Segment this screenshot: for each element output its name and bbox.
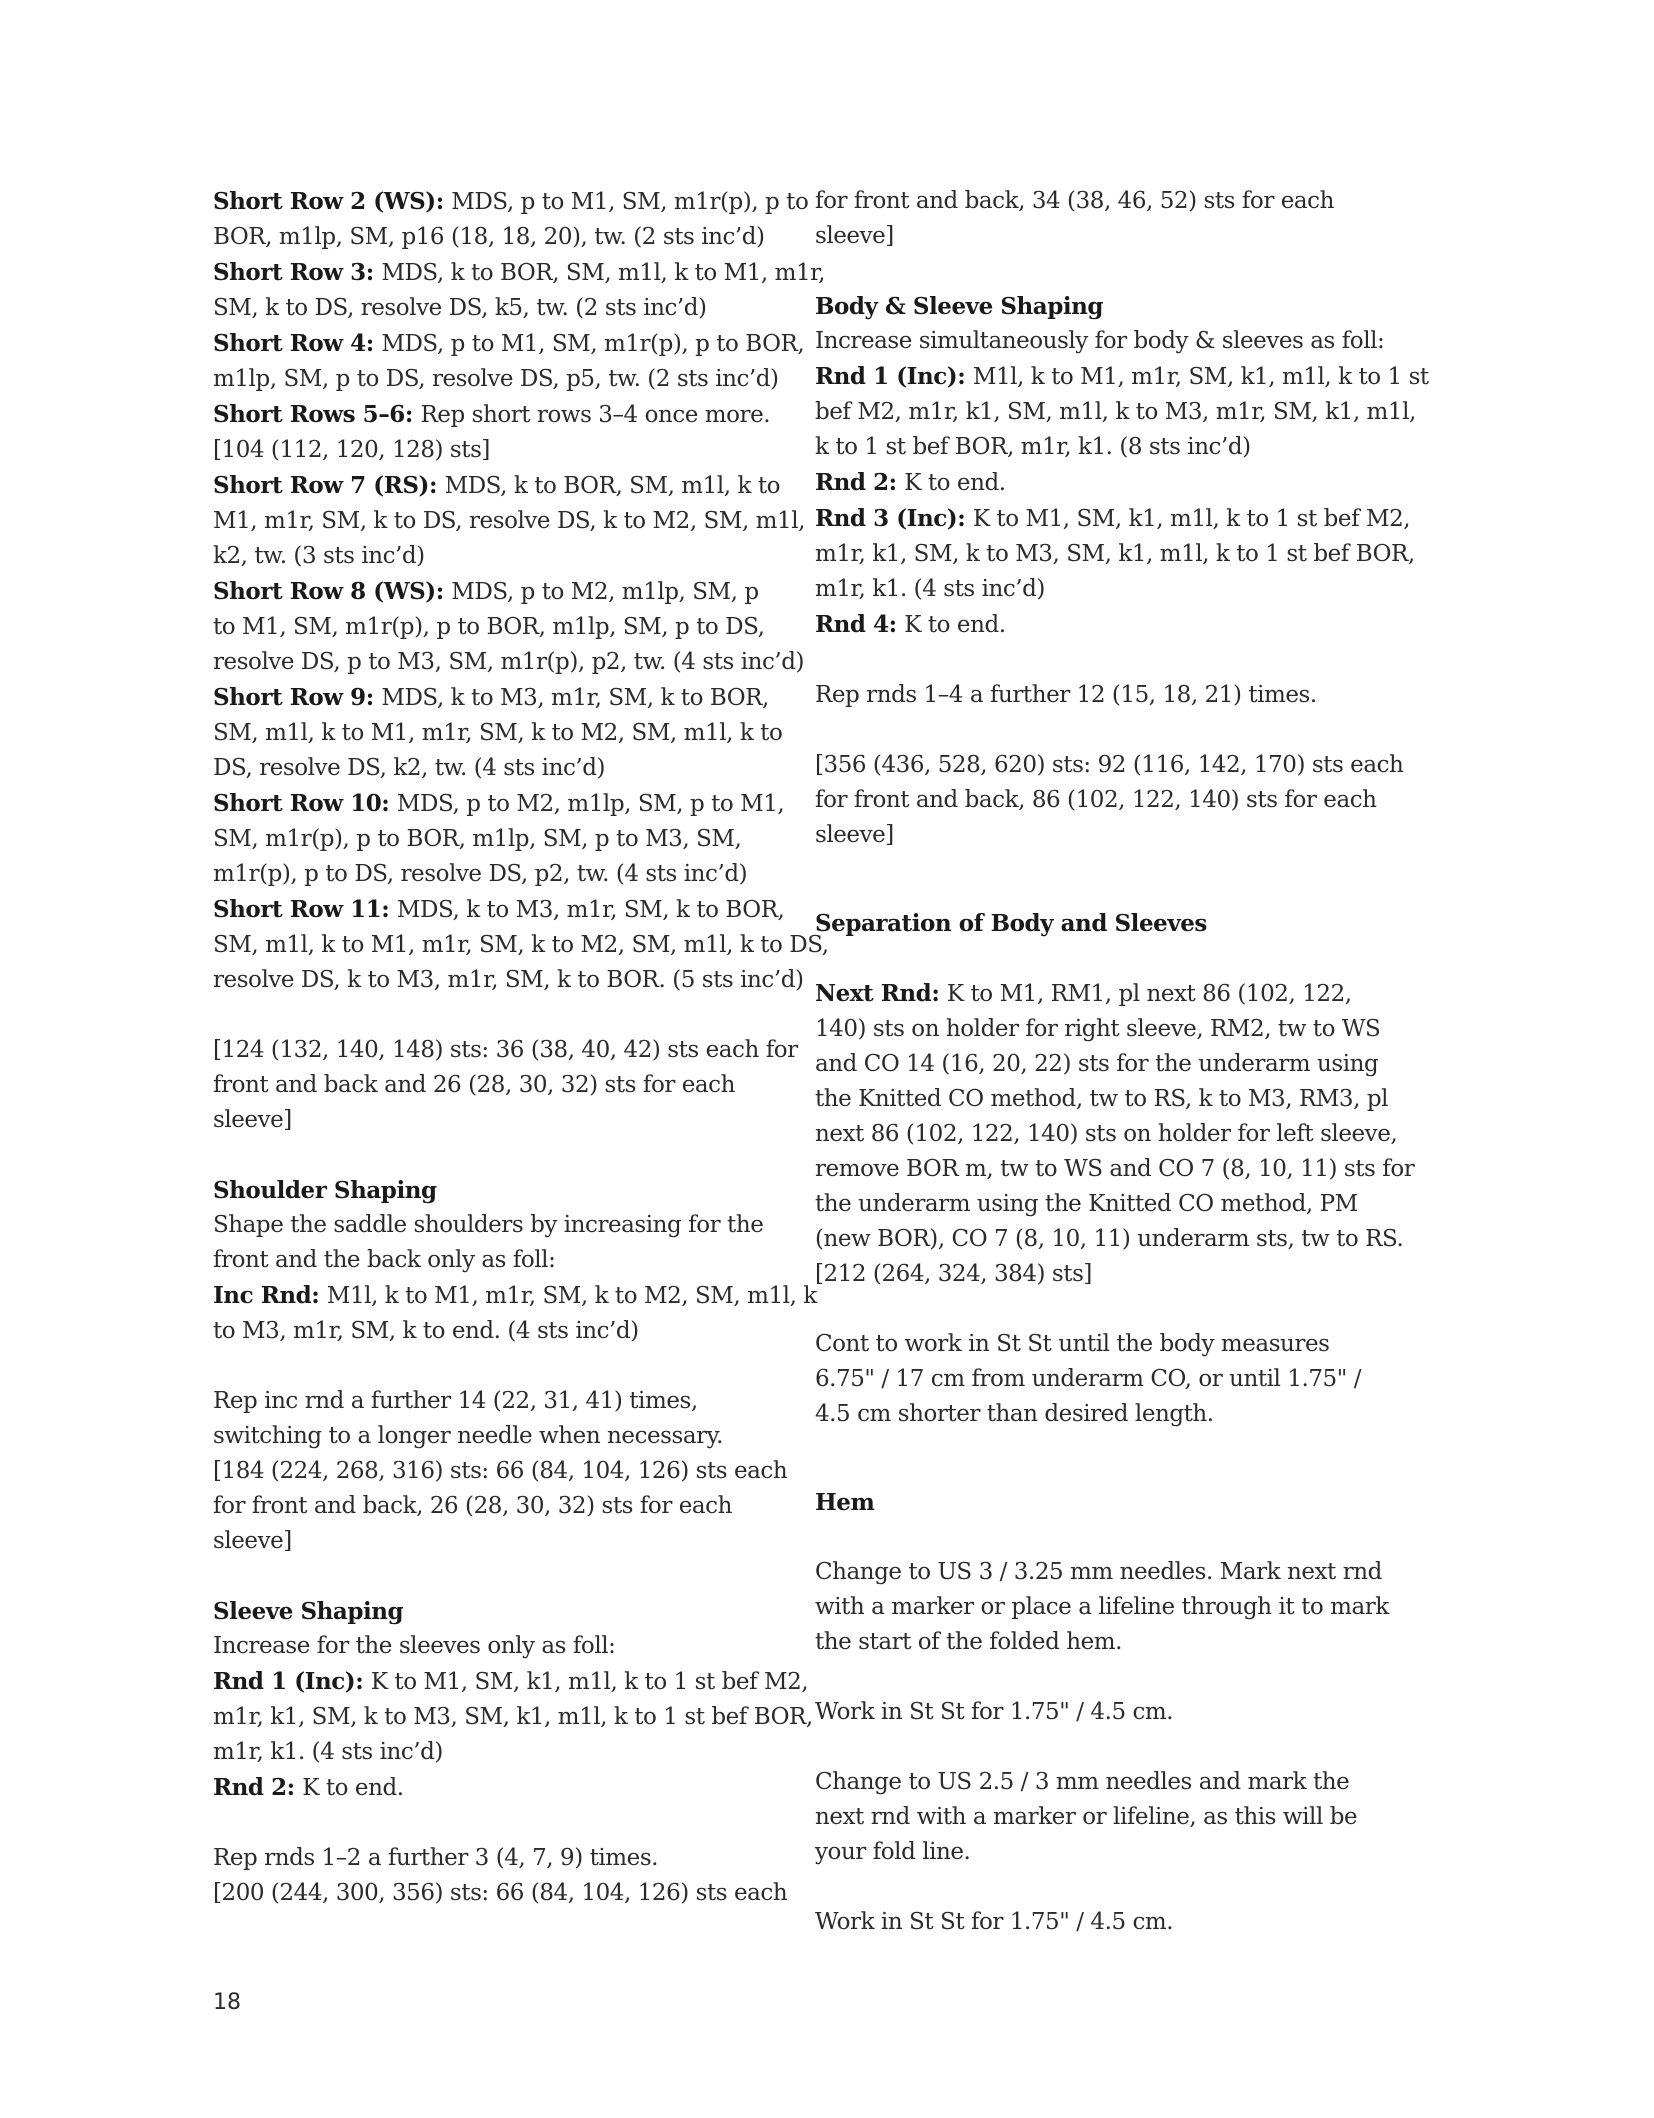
text-line <box>213 574 773 610</box>
text-line <box>213 963 804 998</box>
line-text: the underarm using the Knitted CO method, PM <box>815 1191 1358 1217</box>
line-text: SM, m1r(p), p to BOR, m1lp, SM, p to M3, SM, <box>213 826 742 852</box>
instruction-label: Rnd 2: <box>213 1774 303 1801</box>
text-line <box>213 822 773 857</box>
text-line <box>213 1454 788 1489</box>
line-text: (new BOR), CO 7 (8, 10, 11) underarm sts, tw to RS. <box>815 1226 1404 1252</box>
text-line <box>213 1841 773 1876</box>
paragraph-gap <box>815 1292 1375 1327</box>
line-text: Rep inc rnd a further 14 (22, 31, 41) times, <box>213 1388 698 1414</box>
line-text: m1r, k1. (4 sts inc’d) <box>815 576 1045 602</box>
line-text: [212 (264, 324, 384) sts] <box>815 1261 1092 1287</box>
line-text: Rep rnds 1–4 a further 12 (15, 18, 21) times. <box>815 682 1317 708</box>
line-text: for front and back, 34 (38, 46, 52) sts for each <box>815 188 1334 214</box>
line-text: MDS, k to M3, m1r, SM, k to BOR, <box>396 897 785 923</box>
section-heading: Body & Sleeve Shaping <box>815 293 1104 320</box>
section-gap <box>815 888 1375 906</box>
line-text: K to end. <box>904 470 1006 496</box>
line-text: [184 (224, 268, 316) sts: 66 (84, 104, 126) sts each <box>213 1458 788 1484</box>
paragraph-gap <box>815 254 1375 289</box>
text-line <box>815 1695 1375 1730</box>
line-text: [124 (132, 140, 148) sts: 36 (38, 40, 42) sts each for <box>213 1037 798 1063</box>
text-line <box>213 645 805 680</box>
text-line <box>815 818 1375 853</box>
line-text: DS, resolve DS, k2, tw. (4 sts inc’d) <box>213 755 606 781</box>
paragraph-gap <box>213 1559 773 1594</box>
line-text: Increase simultaneously for body & sleeves as foll: <box>815 328 1385 354</box>
text-line <box>815 1555 1382 1590</box>
line-text: M1l, k to M1, m1r, SM, k to M2, SM, m1l, k <box>326 1283 817 1309</box>
text-line <box>213 857 773 892</box>
text-line <box>213 291 773 326</box>
line-text: Work in St St for 1.75" / 4.5 cm. <box>815 1909 1174 1935</box>
text-line <box>213 1068 773 1103</box>
line-text: for front and back, 26 (28, 30, 32) sts for each <box>213 1493 732 1519</box>
text-line <box>213 1384 773 1419</box>
text-line <box>815 219 1375 254</box>
line-text: sleeve] <box>815 223 894 249</box>
line-text: Work in St St for 1.75" / 4.5 cm. <box>815 1699 1174 1725</box>
text-line <box>815 1082 1389 1117</box>
line-text: 4.5 cm shorter than desired length. <box>815 1401 1214 1427</box>
instruction-label: Short Row 7 (RS): <box>213 472 445 499</box>
section-heading: Shoulder Shaping <box>213 1177 437 1204</box>
text-line <box>213 433 773 468</box>
line-text: to M3, m1r, SM, k to end. (4 sts inc’d) <box>213 1318 639 1344</box>
paragraph-gap <box>815 643 1375 678</box>
line-text: [356 (436, 528, 620) sts: 92 (116, 142, 170) sts each <box>815 752 1404 778</box>
instruction-label: Short Row 10: <box>213 790 397 817</box>
text-line <box>815 1835 1375 1870</box>
instruction-label: Inc Rnd: <box>213 1282 327 1309</box>
instruction-label: Next Rnd: <box>815 980 947 1007</box>
left-column <box>213 184 829 1911</box>
line-text: resolve DS, k to M3, m1r, SM, k to BOR. (5 sts inc’d) <box>213 967 804 993</box>
paragraph-gap <box>815 1660 1375 1695</box>
text-line <box>815 359 1429 395</box>
line-text: SM, k to DS, resolve DS, k5, tw. (2 sts inc’d) <box>213 295 707 321</box>
text-line <box>213 1489 773 1524</box>
text-line <box>213 1735 773 1770</box>
text-line <box>815 1625 1375 1660</box>
line-text: next rnd with a marker or lifeline, as this will be <box>815 1804 1358 1830</box>
text-line <box>815 1187 1375 1222</box>
line-text: m1r, k1, SM, k to M3, SM, k1, m1l, k to 1 st bef BOR, <box>815 541 1415 567</box>
text-line <box>815 783 1375 818</box>
text-line <box>213 751 773 786</box>
text-line <box>213 362 779 397</box>
line-text: Cont to work in St St until the body measures <box>815 1331 1330 1357</box>
text-line <box>213 1243 773 1278</box>
text-line <box>815 678 1375 713</box>
text-line <box>213 1278 817 1314</box>
line-text: Rep rnds 1–2 a further 3 (4, 7, 9) times. <box>213 1845 659 1871</box>
line-text: next 86 (102, 122, 140) sts on holder for left sleeve, <box>815 1121 1398 1147</box>
text-line <box>213 539 773 574</box>
paragraph-gap <box>213 1349 773 1384</box>
line-text: front and back and 26 (28, 30, 32) sts for each <box>213 1072 735 1098</box>
text-line <box>213 255 826 291</box>
line-text: K to end. <box>302 1775 404 1801</box>
text-line <box>815 1327 1375 1362</box>
line-text: MDS, p to M1, SM, m1r(p), p to <box>451 189 809 215</box>
line-text: 140) sts on holder for right sleeve, RM2, tw to WS <box>815 1016 1381 1042</box>
text-line <box>815 430 1375 465</box>
line-text: sleeve] <box>213 1528 292 1554</box>
text-line <box>213 1419 773 1454</box>
text-line <box>213 220 773 255</box>
line-text: with a marker or place a lifeline through it to mark <box>815 1594 1389 1620</box>
line-text: MDS, p to M1, SM, m1r(p), p to BOR, <box>381 331 805 357</box>
instruction-label: Rnd 4: <box>815 611 905 638</box>
instruction-label: Short Row 3: <box>213 259 382 286</box>
line-text: M1l, k to M1, m1r, SM, k1, m1l, k to 1 st <box>972 364 1429 390</box>
text-line <box>815 501 1411 537</box>
instruction-label: Short Row 8 (WS): <box>213 578 452 605</box>
text-line <box>213 892 785 928</box>
paragraph-gap <box>815 1870 1375 1905</box>
line-text: and CO 14 (16, 20, 22) sts for the underarm using <box>815 1051 1379 1077</box>
line-text: 6.75" / 17 cm from underarm CO, or until 1.75" / <box>815 1366 1362 1392</box>
text-line <box>815 1222 1404 1257</box>
line-text: Increase for the sleeves only as foll: <box>213 1633 616 1659</box>
section-gap <box>815 1467 1375 1485</box>
line-text: front and the back only as foll: <box>213 1247 556 1273</box>
line-text: SM, m1l, k to M1, m1r, SM, k to M2, SM, m1l, k to DS, <box>213 932 829 958</box>
instruction-label: Rnd 1 (Inc): <box>815 363 973 390</box>
text-line <box>815 1905 1375 1940</box>
instruction-label: Short Row 9: <box>213 684 382 711</box>
text-line <box>213 1700 813 1735</box>
line-text: remove BOR m, tw to WS and CO 7 (8, 10, 11) sts for <box>815 1156 1415 1182</box>
text-line <box>815 1362 1375 1397</box>
line-text: the start of the folded hem. <box>815 1629 1122 1655</box>
line-text: for front and back, 86 (102, 122, 140) sts for each <box>815 787 1377 813</box>
text-line <box>815 537 1415 572</box>
instruction-label: Rnd 3 (Inc): <box>815 505 973 532</box>
text-line <box>213 1208 773 1243</box>
line-text: resolve DS, p to M3, SM, m1r(p), p2, tw. (4 sts inc’d) <box>213 649 805 675</box>
line-text: K to M1, SM, k1, m1l, k to 1 st bef M2, <box>972 506 1411 532</box>
instruction-label: Rnd 1 (Inc): <box>213 1668 371 1695</box>
text-line <box>213 928 829 963</box>
text-line <box>213 468 781 504</box>
text-line <box>213 1876 788 1911</box>
line-text: m1r, k1. (4 sts inc’d) <box>213 1739 443 1765</box>
text-line <box>815 1397 1375 1432</box>
line-text: MDS, k to M3, m1r, SM, k to BOR, <box>381 685 769 711</box>
line-text: k to 1 st bef BOR, m1r, k1. (8 sts inc’d) <box>815 434 1251 460</box>
line-text: k2, tw. (3 sts inc’d) <box>213 543 425 569</box>
text-line <box>815 1800 1375 1835</box>
text-line <box>213 1664 809 1700</box>
line-text: Shape the saddle shoulders by increasing for the <box>213 1212 764 1238</box>
line-text: [104 (112, 120, 128) sts] <box>213 437 490 463</box>
paragraph-gap <box>815 941 1375 976</box>
text-line <box>815 572 1375 607</box>
right-column <box>815 184 1429 1940</box>
line-text: MDS, p to M2, m1lp, SM, p to M1, <box>396 791 785 817</box>
text-line <box>815 1152 1415 1187</box>
text-line <box>213 184 809 220</box>
line-text: BOR, m1lp, SM, p16 (18, 18, 20), tw. (2 sts inc’d) <box>213 224 765 250</box>
paragraph-gap <box>815 1432 1375 1467</box>
line-text: to M1, SM, m1r(p), p to BOR, m1lp, SM, p to DS, <box>213 614 765 640</box>
text-line <box>213 504 805 539</box>
text-line <box>213 397 773 433</box>
text-line <box>213 1524 773 1559</box>
text-line <box>815 324 1385 359</box>
line-text: K to M1, SM, k1, m1l, k to 1 st bef M2, <box>370 1669 809 1695</box>
line-text: m1r, k1, SM, k to M3, SM, k1, m1l, k to 1 st bef BOR, <box>213 1704 813 1730</box>
text-line <box>213 1103 773 1138</box>
instruction-label: Short Rows 5–6: <box>213 401 421 428</box>
instruction-label: Short Row 2 (WS): <box>213 188 452 215</box>
line-text: the Knitted CO method, tw to RS, k to M3, RM3, pl <box>815 1086 1389 1112</box>
text-line <box>815 1047 1379 1082</box>
text-line <box>213 1314 773 1349</box>
instruction-label: Short Row 4: <box>213 330 382 357</box>
text-line <box>213 680 773 716</box>
text-line <box>213 716 783 751</box>
paragraph-gap <box>213 1138 773 1173</box>
paragraph-gap <box>815 853 1375 888</box>
line-text: K to M1, RM1, pl next 86 (102, 122, <box>946 981 1352 1007</box>
instruction-label: Rnd 2: <box>815 469 905 496</box>
paragraph-gap <box>815 1520 1375 1555</box>
line-text: your fold line. <box>815 1839 971 1865</box>
line-text: MDS, k to BOR, SM, m1l, k to M1, m1r, <box>381 260 826 286</box>
line-text: Change to US 3 / 3.25 mm needles. Mark next rnd <box>815 1559 1382 1585</box>
page-number: 18 <box>213 1990 241 2015</box>
line-text: bef M2, m1r, k1, SM, m1l, k to M3, m1r, SM, k1, m1l, <box>815 399 1416 425</box>
text-line <box>815 465 1375 501</box>
line-text: m1r(p), p to DS, resolve DS, p2, tw. (4 sts inc’d) <box>213 861 748 887</box>
line-text: K to end. <box>904 612 1006 638</box>
text-line <box>815 395 1416 430</box>
line-text: Rep short rows 3–4 once more. <box>420 402 771 428</box>
text-line <box>213 326 805 362</box>
paragraph-gap <box>213 1806 773 1841</box>
section-heading: Hem <box>815 1489 875 1516</box>
text-line <box>815 748 1404 783</box>
text-line <box>213 610 773 645</box>
line-text: sleeve] <box>815 822 894 848</box>
line-text: Change to US 2.5 / 3 mm needles and mark the <box>815 1769 1350 1795</box>
text-line <box>815 1765 1375 1800</box>
text-line <box>815 976 1375 1012</box>
text-line <box>815 1590 1389 1625</box>
text-line <box>213 786 785 822</box>
text-line <box>815 1117 1398 1152</box>
text-line <box>213 1629 773 1664</box>
text-line <box>213 1033 798 1068</box>
text-line <box>213 1770 773 1806</box>
text-line <box>815 1012 1381 1047</box>
paragraph-gap <box>815 713 1375 748</box>
line-text: M1, m1r, SM, k to DS, resolve DS, k to M2, SM, m1l, <box>213 508 805 534</box>
paragraph-gap <box>213 998 773 1033</box>
line-text: SM, m1l, k to M1, m1r, SM, k to M2, SM, m1l, k to <box>213 720 783 746</box>
section-heading: Separation of Body and Sleeves <box>815 910 1207 937</box>
line-text: switching to a longer needle when necessary. <box>213 1423 724 1449</box>
paragraph-gap <box>815 1730 1375 1765</box>
text-line <box>815 184 1375 219</box>
instruction-label: Short Row 11: <box>213 896 397 923</box>
line-text: sleeve] <box>213 1107 292 1133</box>
line-text: m1lp, SM, p to DS, resolve DS, p5, tw. (2 sts inc’d) <box>213 366 779 392</box>
line-text: MDS, k to BOR, SM, m1l, k to <box>444 473 781 499</box>
text-line <box>815 1257 1375 1292</box>
line-text: MDS, p to M2, m1lp, SM, p <box>451 579 759 605</box>
text-line <box>815 607 1375 643</box>
section-heading: Sleeve Shaping <box>213 1598 404 1625</box>
line-text: [200 (244, 300, 356) sts: 66 (84, 104, 126) sts each <box>213 1880 788 1906</box>
